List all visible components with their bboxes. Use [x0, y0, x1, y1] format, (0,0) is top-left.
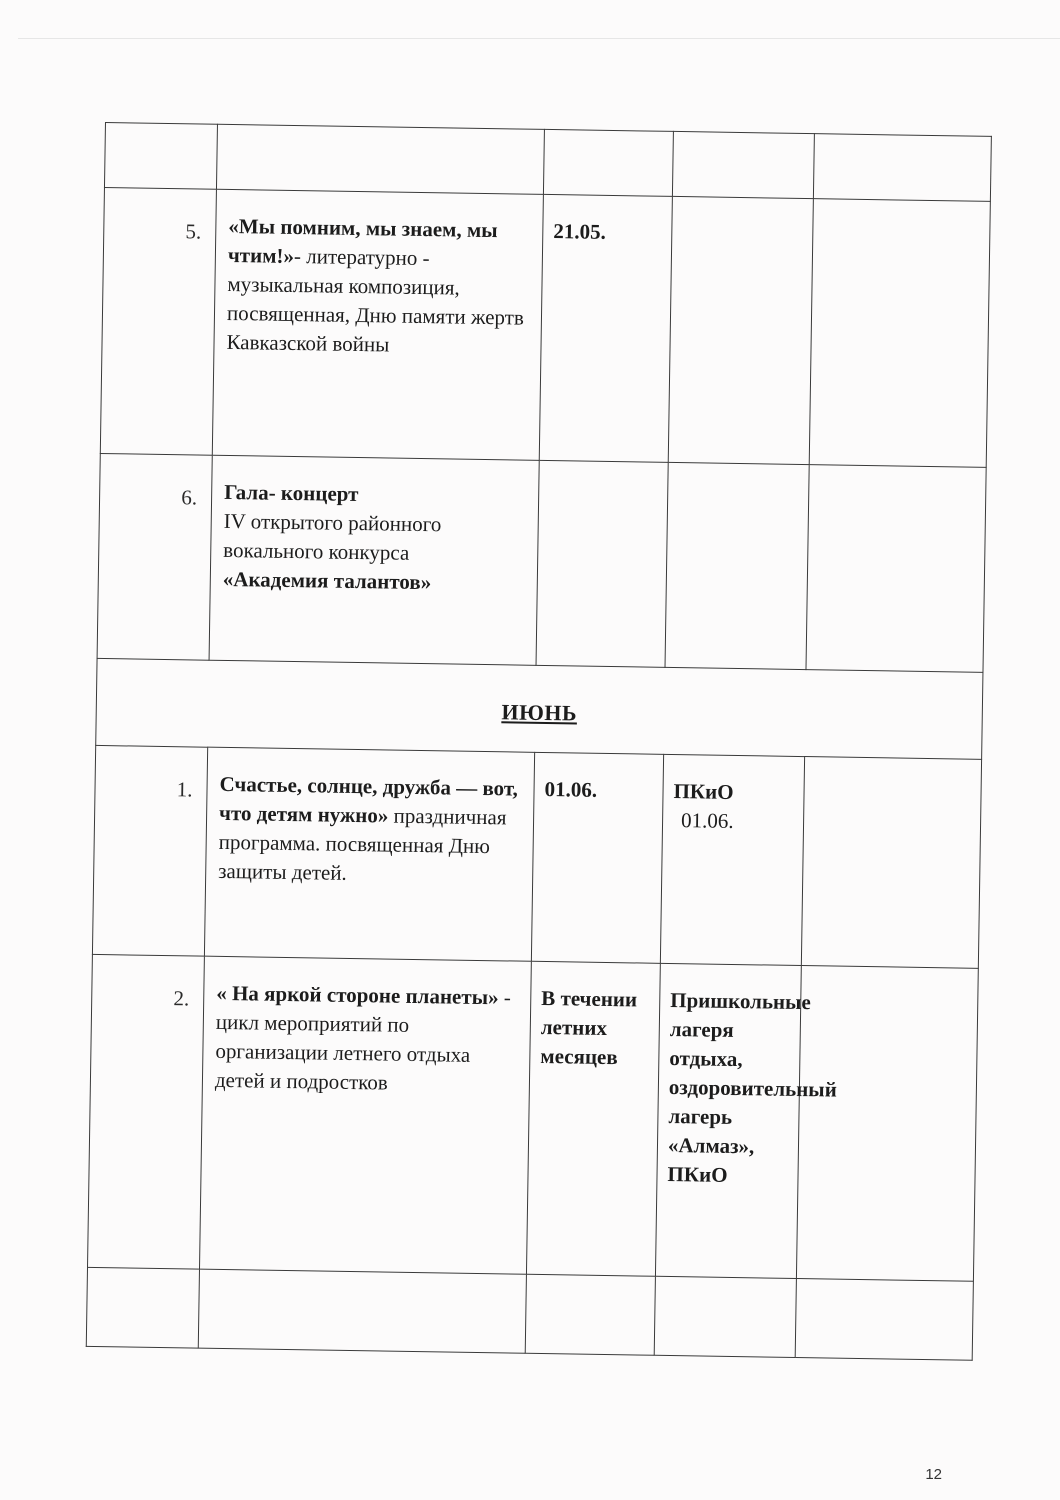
table-row	[100, 187, 990, 467]
event-title-cell	[204, 747, 534, 961]
cell-empty	[795, 1279, 973, 1361]
row-number-cell	[97, 453, 212, 660]
event-place: Пришкольные лагеря отдыха, оздоровительный лагерь «Алмаз», ПКиО	[655, 963, 801, 1278]
table-row	[97, 453, 986, 672]
event-title-bold: Счастье, солнце, дружба — вот, что детям нужно»	[218, 771, 519, 828]
event-note	[801, 757, 981, 969]
month-cell	[96, 658, 983, 759]
table-row-bottom	[86, 1267, 973, 1360]
row-number: 5.	[185, 219, 202, 244]
row-number: 1.	[176, 777, 193, 802]
event-title-bold-end: «Академия талантов»	[222, 566, 432, 595]
event-title-bold: Гала- концерт	[224, 479, 359, 507]
event-date: 01.06.	[531, 752, 663, 963]
event-title-text: IV открытого районного вокального конкурса	[223, 508, 442, 565]
cell-empty	[86, 1267, 199, 1348]
scan-edge	[18, 38, 1060, 39]
event-note	[806, 465, 986, 673]
event-place	[665, 462, 809, 669]
cell-empty	[672, 131, 814, 198]
events-table	[86, 122, 992, 1361]
month-heading: ИЮНЬ	[501, 699, 578, 726]
cell-empty	[654, 1276, 796, 1357]
row-number: 2.	[173, 986, 190, 1011]
event-place-cell	[660, 754, 804, 965]
table-row	[92, 745, 981, 968]
event-title-cell	[209, 455, 539, 665]
event-note	[809, 199, 990, 468]
event-title-cell	[199, 956, 531, 1274]
event-date: В течении летних месяцев	[526, 961, 660, 1276]
event-title-text: - литературно - музыкальная композиция, посвященная, Дню памяти жертв Кавказской войны	[226, 243, 525, 357]
event-title-bold: « На яркой стороне планеты»	[216, 980, 499, 1010]
row-number-cell	[88, 954, 205, 1269]
row-number-cell	[100, 187, 216, 455]
cell-empty	[813, 134, 991, 202]
event-place: ПКиО	[673, 779, 734, 804]
event-place	[668, 196, 813, 464]
cell-empty	[216, 124, 544, 194]
event-title-cell	[212, 189, 543, 460]
page-number: 12	[925, 1466, 942, 1483]
event-note	[796, 966, 978, 1282]
event-place-date: 01.06.	[680, 808, 734, 833]
event-title-bold: «Мы помним, мы знаем, мы чтим!»	[227, 213, 498, 268]
row-number: 6.	[181, 485, 198, 510]
cell-empty	[104, 123, 217, 190]
cell-empty	[198, 1269, 526, 1353]
table-row	[88, 954, 979, 1281]
event-title-text: праздничная программа. посвященная Дню защиты детей.	[218, 803, 507, 885]
event-date: 21.05.	[539, 194, 672, 462]
cell-empty	[525, 1274, 655, 1355]
cell-empty	[543, 129, 673, 196]
event-date	[536, 460, 668, 667]
month-row	[96, 658, 983, 759]
event-title-text: - цикл мероприятий по организации летнего отдыха детей и подростков	[214, 985, 512, 1095]
row-number-cell	[92, 745, 207, 956]
